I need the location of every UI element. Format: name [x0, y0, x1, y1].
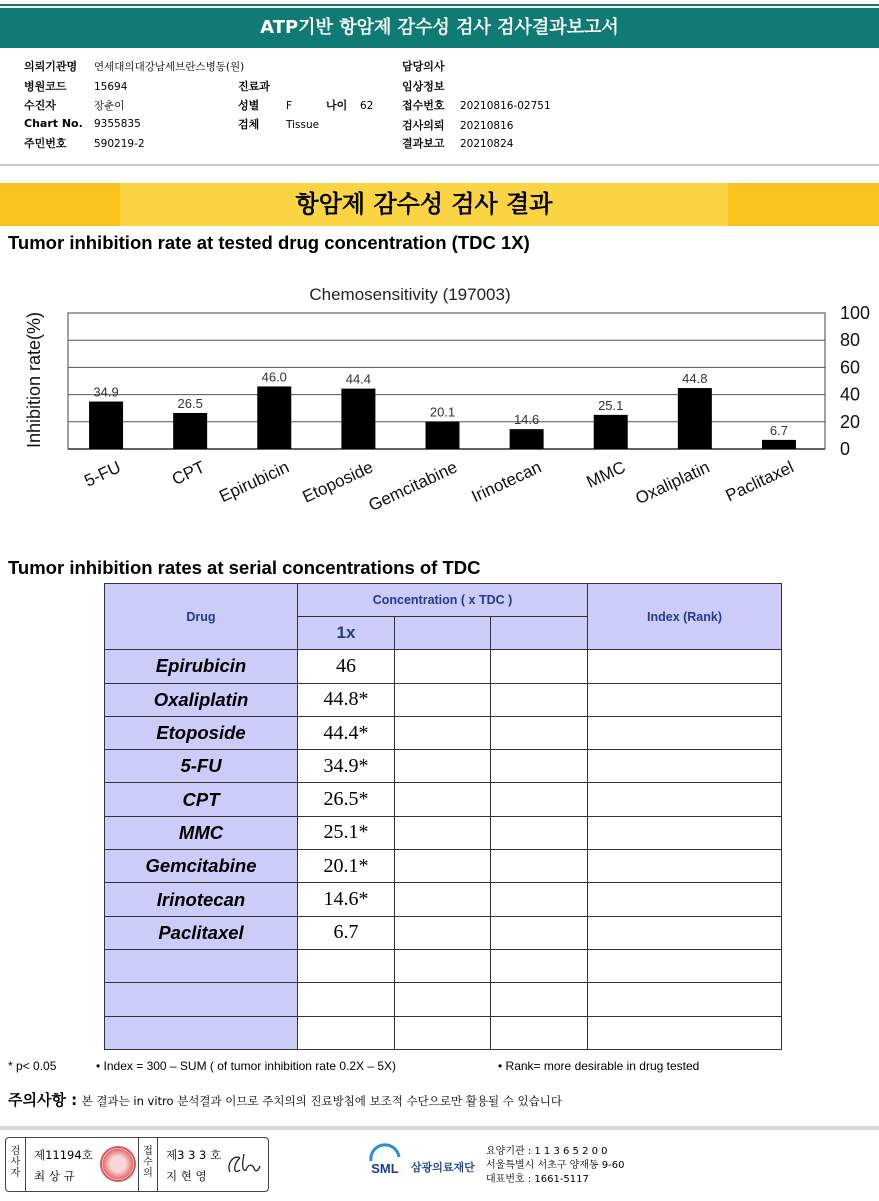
caution-label: 주의사항 :: [8, 1091, 78, 1109]
bar-value-label: 26.5: [177, 395, 203, 411]
x-tick-label: MMC: [583, 457, 629, 492]
info-value: 590219-2: [94, 138, 145, 150]
x-tick-label: Epirubicin: [216, 457, 292, 507]
reviewer-license: 제3 3 3 호: [166, 1148, 222, 1162]
drug-name-cell: Gemcitabine: [105, 850, 298, 883]
seal-stamp-icon: [100, 1146, 136, 1182]
value-1x-cell: 25.1*: [298, 816, 395, 849]
chart-x-ticks: [81, 457, 796, 515]
signature-box: [5, 1137, 269, 1192]
table-row-empty: [105, 1016, 782, 1049]
drug-name-cell: Epirubicin: [105, 650, 298, 683]
info-row: [402, 117, 513, 133]
value-empty-cell: [395, 650, 491, 683]
info-label: 접수번호: [402, 99, 445, 112]
index-rank-cell: [588, 850, 782, 883]
org-phone: 대표번호 : 1661-5117: [486, 1174, 589, 1185]
info-value: F: [286, 100, 293, 112]
org-code: 요양기관 : 1 1 3 6 5 2 0 0: [486, 1146, 608, 1157]
bar-value-label: 44.8: [682, 371, 708, 387]
index-rank-cell: [588, 916, 782, 949]
chart-title: Chemosensitivity (197003): [309, 285, 511, 304]
x-tick-label: Etoposide: [299, 457, 377, 507]
info-value: 20210824: [460, 138, 514, 150]
table-row: [105, 716, 782, 749]
index-rank-cell: [588, 650, 782, 683]
value-1x-cell: 20.1*: [298, 850, 395, 883]
value-empty-cell: [395, 783, 491, 816]
value-empty-cell: [298, 983, 395, 1016]
header-top-line: [0, 4, 879, 6]
drug-name-cell: Paclitaxel: [105, 916, 298, 949]
info-label: 주민번호: [24, 137, 67, 150]
drug-name-cell: 5-FU: [105, 750, 298, 783]
value-empty-cell: [491, 683, 588, 716]
info-row: [238, 78, 270, 94]
sml-logo-icon: [365, 1143, 405, 1183]
bar-irinotecan: [510, 429, 544, 449]
y-tick-label: 60: [840, 357, 861, 378]
header-concentration: Concentration ( x TDC ): [298, 584, 588, 617]
info-value: 15694: [94, 81, 128, 93]
value-empty-cell: [588, 1016, 782, 1049]
index-rank-cell: [588, 750, 782, 783]
info-value: 20210816: [460, 120, 514, 132]
value-empty-cell: [395, 949, 491, 982]
banner-title: 항암제 감수성 검사 결과: [120, 183, 728, 226]
info-label: 나이: [326, 99, 348, 112]
info-value: 장춘이: [94, 100, 125, 112]
examiner-name: 최 상 규: [34, 1169, 75, 1183]
value-1x-cell: 6.7: [298, 916, 395, 949]
y-tick-label: 20: [840, 411, 861, 432]
value-1x-cell: 46: [298, 650, 395, 683]
info-label: Chart No.: [24, 117, 83, 130]
org-name: 삼광의료재단: [411, 1161, 475, 1174]
y-tick-label: 80: [840, 330, 861, 351]
info-label: 결과보고: [402, 137, 445, 150]
value-empty-cell: [395, 850, 491, 883]
info-row: [24, 78, 127, 94]
index-rank-cell: [588, 816, 782, 849]
value-empty-cell: [491, 650, 588, 683]
index-rank-cell: [588, 883, 782, 916]
examiner-label: 검사자: [6, 1138, 26, 1191]
table-row: [105, 916, 782, 949]
info-label: 검체: [238, 118, 260, 131]
x-tick-label: Gemcitabine: [365, 457, 461, 515]
header-conc-empty: [491, 617, 588, 650]
bar-gemcitabine: [426, 422, 460, 449]
bar-oxaliplatin: [678, 388, 712, 449]
info-label: 수진자: [24, 99, 56, 112]
info-row: [24, 117, 141, 130]
bar-value-label: 6.7: [769, 422, 788, 438]
value-1x-cell: 44.4*: [298, 716, 395, 749]
x-tick-label: CPT: [169, 457, 208, 489]
y-tick-label: 40: [840, 384, 861, 405]
info-label: 의뢰기관명: [24, 60, 78, 73]
footnote-rank: • Rank= more desirable in drug tested: [498, 1059, 700, 1073]
result-banner: [0, 183, 879, 226]
value-empty-cell: [491, 983, 588, 1016]
reviewer-label: 접수의: [138, 1138, 158, 1191]
value-empty-cell: [395, 883, 491, 916]
x-tick-label: 5-FU: [81, 457, 124, 491]
footnote-index: • Index = 300 – SUM ( of tumor inhibition rate 0.2X – 5X): [96, 1059, 397, 1073]
chart-y-axis-label: Inhibition rate(%): [24, 311, 44, 449]
chart-y-ticks: [840, 303, 870, 459]
bar-value-label: 25.1: [598, 397, 624, 413]
bar-cpt: [173, 413, 207, 449]
caution-text: 본 결과는 in vitro 분석결과 이므로 주치의의 진료방침에 보조적 수단으로만 활용될 수 있습니다: [81, 1094, 562, 1108]
y-tick-label: 100: [840, 303, 871, 323]
value-empty-cell: [395, 916, 491, 949]
drug-name-cell: [105, 983, 298, 1016]
info-row: [238, 97, 373, 113]
info-value: 9355835: [94, 118, 141, 130]
x-tick-label: Paclitaxel: [722, 457, 797, 506]
value-empty-cell: [395, 683, 491, 716]
drug-name-cell: [105, 949, 298, 982]
drug-name-cell: Oxaliplatin: [105, 683, 298, 716]
index-rank-cell: [588, 716, 782, 749]
value-empty-cell: [491, 716, 588, 749]
bar-value-label: 20.1: [429, 404, 456, 420]
value-empty-cell: [491, 1016, 588, 1049]
value-empty-cell: [395, 1016, 491, 1049]
value-empty-cell: [395, 750, 491, 783]
value-empty-cell: [491, 816, 588, 849]
patient-info-panel: [0, 48, 879, 166]
value-empty-cell: [588, 983, 782, 1016]
bar-epirubicin: [257, 386, 291, 449]
table-row-empty: [105, 983, 782, 1016]
report-title: ATP기반 항암제 감수성 검사 검사결과보고서: [0, 8, 879, 48]
info-row: [24, 97, 124, 113]
info-label: 진료과: [238, 80, 270, 93]
value-empty-cell: [491, 916, 588, 949]
examiner-license: 제11194호: [34, 1148, 93, 1162]
info-row: [402, 78, 460, 94]
value-1x-cell: 26.5*: [298, 783, 395, 816]
caution-note: [8, 1089, 562, 1110]
value-empty-cell: [491, 783, 588, 816]
table-row-empty: [105, 949, 782, 982]
table-row: [105, 850, 782, 883]
info-value: Tissue: [286, 119, 320, 131]
info-row: [402, 97, 551, 113]
info-value: 20210816-02751: [460, 100, 551, 112]
bar-etoposide: [341, 389, 375, 449]
value-empty-cell: [298, 949, 395, 982]
value-empty-cell: [588, 949, 782, 982]
x-tick-label: Irinotecan: [468, 457, 545, 507]
section1-title: Tumor inhibition rate at tested drug concentration (TDC 1X): [8, 232, 530, 253]
bar-5-fu: [89, 402, 123, 449]
header-conc-empty: [395, 617, 491, 650]
info-label: 담당의사: [402, 60, 445, 73]
bar-value-label: 46.0: [261, 369, 287, 385]
section2-title: Tumor inhibition rates at serial concentrations of TDC: [8, 557, 481, 578]
org-address: 서울특별시 서초구 양재동 9-60: [486, 1160, 625, 1171]
info-row: [24, 135, 145, 151]
info-label: 병원코드: [24, 80, 67, 93]
value-1x-cell: 44.8*: [298, 683, 395, 716]
bar-paclitaxel: [762, 440, 796, 449]
footer-divider: [0, 1126, 879, 1130]
value-empty-cell: [491, 850, 588, 883]
value-empty-cell: [395, 716, 491, 749]
info-label: 검사의뢰: [402, 119, 445, 132]
info-value: 62: [360, 100, 374, 112]
x-tick-label: Oxaliplatin: [632, 457, 713, 509]
drug-name-cell: Etoposide: [105, 716, 298, 749]
index-rank-cell: [588, 683, 782, 716]
value-empty-cell: [491, 883, 588, 916]
info-row: [24, 58, 244, 74]
header-index-rank: Index (Rank): [588, 584, 782, 650]
info-row: [238, 116, 319, 132]
value-empty-cell: [491, 750, 588, 783]
drug-name-cell: CPT: [105, 783, 298, 816]
info-value: 연세대의대강남세브란스병동(원): [94, 61, 245, 73]
chart-bars: [89, 369, 796, 449]
info-label: 성별: [238, 99, 260, 112]
drug-name-cell: [105, 1016, 298, 1049]
drug-name-cell: Irinotecan: [105, 883, 298, 916]
table-row: [105, 683, 782, 716]
bar-value-label: 34.9: [93, 384, 119, 400]
info-row: [402, 58, 460, 74]
value-empty-cell: [491, 949, 588, 982]
org-contact: [486, 1145, 625, 1187]
reviewer-name: 지 현 영: [166, 1169, 207, 1183]
table-row: [105, 883, 782, 916]
footnote-p: * p< 0.05: [8, 1059, 57, 1073]
handwritten-signature-icon: [224, 1150, 262, 1180]
value-empty-cell: [298, 1016, 395, 1049]
results-table: [104, 583, 782, 1050]
value-1x-cell: 14.6*: [298, 883, 395, 916]
bar-mmc: [594, 415, 628, 449]
header-1x: 1x: [298, 617, 395, 650]
bar-value-label: 44.4: [345, 371, 372, 387]
drug-name-cell: MMC: [105, 816, 298, 849]
table-row: [105, 650, 782, 683]
info-label: 임상정보: [402, 80, 445, 93]
header-drug: Drug: [105, 584, 298, 650]
chemosensitivity-chart: [0, 270, 879, 570]
y-tick-label: 0: [840, 439, 851, 459]
bar-value-label: 14.6: [513, 412, 540, 428]
table-row: [105, 750, 782, 783]
info-row: [402, 135, 513, 151]
index-rank-cell: [588, 783, 782, 816]
logo-text: SML: [371, 1161, 399, 1176]
value-1x-cell: 34.9*: [298, 750, 395, 783]
table-row: [105, 783, 782, 816]
value-empty-cell: [395, 816, 491, 849]
value-empty-cell: [395, 983, 491, 1016]
table-row: [105, 816, 782, 849]
